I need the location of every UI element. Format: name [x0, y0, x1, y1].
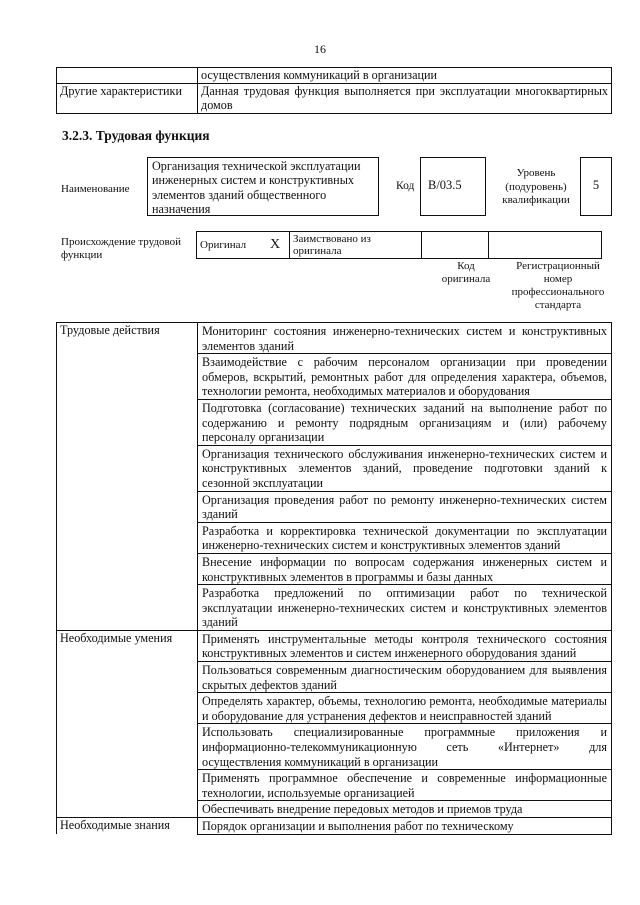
table-row — [57, 445, 612, 491]
table-row — [57, 491, 612, 522]
other-characteristics-label: Другие характеристики — [57, 83, 198, 113]
labor-actions-label-cont — [57, 491, 198, 522]
skills-item: Применять программное обеспечение и современные информационные технологии, используемые организацией — [198, 770, 612, 801]
labor-actions-label: Трудовые действия — [57, 323, 198, 354]
qualification-level-value: 5 — [580, 157, 612, 216]
table-row — [57, 522, 612, 553]
labor-actions-label-cont — [57, 445, 198, 491]
table-row — [57, 354, 612, 400]
skills-label-cont — [57, 770, 198, 801]
skills-label: Необходимые умения — [57, 630, 198, 661]
skills-label-cont — [57, 662, 198, 693]
labor-actions-label-cont — [57, 354, 198, 400]
skills-item: Пользоваться современным диагностическим оборудованием для выявления скрытых дефектов зданий — [198, 662, 612, 693]
labor-actions-label-cont — [57, 585, 198, 631]
page-number: 16 — [314, 42, 326, 56]
name-label: Наименование — [61, 183, 130, 195]
skills-label-cont — [57, 801, 198, 818]
table-row — [57, 801, 612, 818]
table-row — [57, 630, 612, 661]
labor-actions-item: Мониторинг состояния инженерно-технических систем и конструктивных элементов зданий — [198, 323, 612, 354]
table-row — [57, 585, 612, 631]
labor-actions-label-cont — [57, 522, 198, 553]
labor-actions-item: Внесение информации по вопросам содержания инженерных систем и конструктивных элементов в программы и базы данных — [198, 553, 612, 584]
labor-actions-item: Разработка и корректировка технической документации по эксплуатации инженерно-технических систем и конструктивных элементов зданий — [198, 522, 612, 553]
table-row — [57, 724, 612, 770]
labor-actions-item: Подготовка (согласование) технических заданий на выполнение работ по содержанию и ремонту подрядным организациям и (или) рабочему персоналу организации — [198, 399, 612, 445]
labor-actions-item: Разработка предложений по оптимизации работ по технической эксплуатации инженерно-технических систем и конструктивных элементов зданий — [198, 585, 612, 631]
knowledge-item: Порядок организации и выполнения работ по техническому — [198, 818, 612, 835]
function-details-table — [56, 322, 612, 835]
skills-item: Обеспечивать внедрение передовых методов и приемов труда — [198, 801, 612, 818]
code-original-cell — [422, 232, 489, 259]
table-row — [57, 770, 612, 801]
original-label: Оригинал — [197, 232, 262, 259]
table-cell-text: осуществления коммуникаций в организации — [198, 68, 612, 84]
labor-actions-item: Взаимодействие с рабочим персоналом организации при проведении обмеров, вскрытий, ремонтных работ для определения характера, объемов, технологии ремонта, необходимых материалов и оборудования — [198, 354, 612, 400]
table-cell-label — [57, 68, 198, 84]
labor-actions-label-cont — [57, 553, 198, 584]
table-row — [57, 693, 612, 724]
function-name-value: Организация технической эксплуатации инженерных систем и конструктивных элементов зданий общественного назначения — [147, 157, 379, 216]
knowledge-label: Необходимые знания — [57, 818, 198, 835]
skills-item: Использовать специализированные программные приложения и информационно-телекоммуникационную сеть «Интернет» для осуществления коммуникаций в организации — [198, 724, 612, 770]
table-row — [57, 818, 612, 835]
table-row — [57, 662, 612, 693]
labor-actions-item: Организация технического обслуживания инженерно-технических систем и конструктивных элементов зданий, проведение подготовки зданий к сезонной эксплуатации — [198, 445, 612, 491]
code-original-label: Код оригинала — [441, 260, 491, 285]
labor-actions-item: Организация проведения работ по ремонту инженерно-технических систем зданий — [198, 491, 612, 522]
table-row — [57, 83, 612, 113]
section-title: 3.2.3. Трудовая функция — [62, 128, 210, 143]
reg-number-label: Регистрационный номер профессионального стандарта — [511, 260, 605, 311]
origin-label: Происхождение трудовой функции — [61, 236, 182, 261]
skills-item: Определять характер, объемы, технологию ремонта, необходимые материалы и оборудование для устранения дефектов и неисправностей зданий — [198, 693, 612, 724]
function-code-value: B/03.5 — [420, 157, 486, 216]
table-row — [57, 399, 612, 445]
qualification-level-label: Уровень (подуровень) квалификации — [502, 167, 570, 206]
origin-table — [196, 231, 602, 259]
table-row — [197, 232, 602, 259]
original-mark: X — [261, 232, 290, 259]
skills-label-cont — [57, 724, 198, 770]
reg-number-cell — [489, 232, 602, 259]
characteristics-table — [56, 67, 612, 114]
borrowed-label: Заимствовано из оригинала — [290, 232, 422, 259]
skills-item: Применять инструментальные методы контроля технического состояния конструктивных элементов и систем инженерного оборудования зданий — [198, 630, 612, 661]
labor-actions-label-cont — [57, 399, 198, 445]
table-row — [57, 68, 612, 84]
code-label: Код — [396, 180, 415, 192]
table-row — [57, 323, 612, 354]
skills-label-cont — [57, 693, 198, 724]
other-characteristics-text: Данная трудовая функция выполняется при эксплуатации многоквартирных домов — [198, 83, 612, 113]
table-row — [57, 553, 612, 584]
